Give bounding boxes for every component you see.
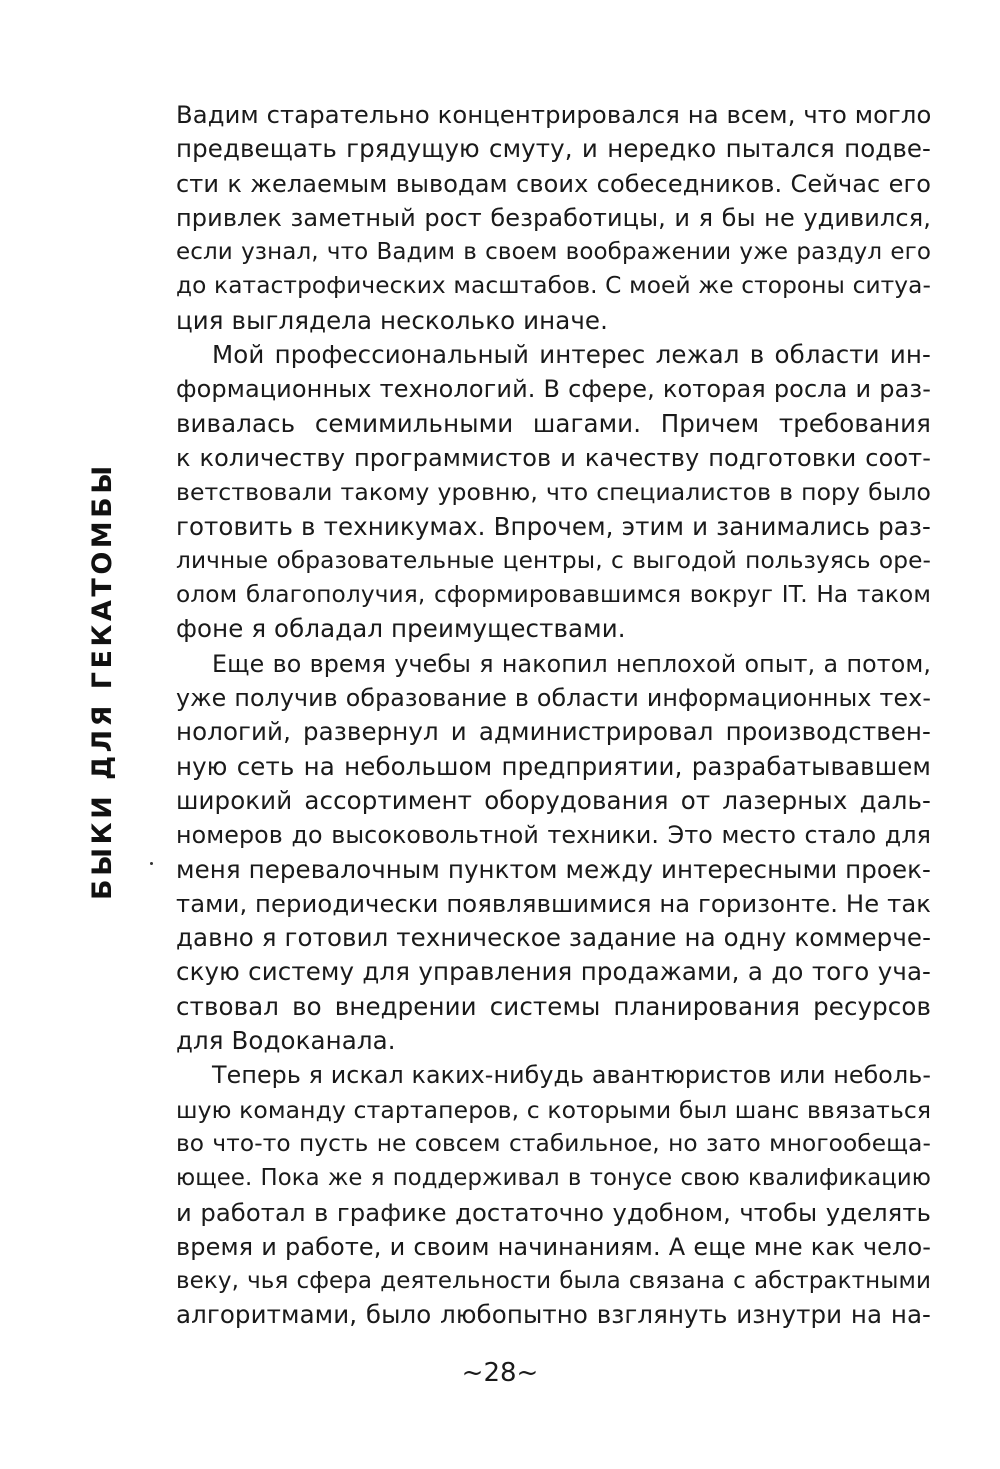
text-line: до катастрофических масштабов. С моей же стороны ситуа- [176,272,931,300]
text-line: Вадим старательно концентрировался на всем, что могло [176,100,932,129]
running-title: БЫКИ ДЛЯ ГЕКАТОМБЫ [87,462,118,900]
text-line: тами, периодически появлявшимися на горизонте. Не так [176,888,932,918]
text-line: и работал в графике достаточно удобном, чтобы уделять [176,1197,931,1227]
text-line: сти к желаемым выводам своих собеседников. Сейчас его [176,169,931,198]
text-line: меня перевалочным пунктом между интересными проек- [176,854,931,884]
text-line: Мой профессиональный интерес лежал в области ин- [212,340,931,370]
text-line: ющее. Пока же я поддерживал в тонусе свою квалификацию [176,1165,931,1192]
text-line: давно я готовил техническое задание на одну коммерче- [176,923,932,953]
text-line: ция выглядела несколько иначе. [176,305,608,335]
text-line: нологий, развернул и администрировал производствен- [176,717,931,747]
page-number: ~28~ [461,1358,539,1388]
text-line: привлек заметный рост безработицы, и я бы не удивился, [176,203,931,232]
body-text [176,98,931,1333]
text-line: ную сеть на небольшом предприятии, разрабатывавшем [176,751,931,781]
text-line: номеров до высоковольтной техники. Это место стало для [176,821,931,850]
text-line: формационных технологий. В сфере, которая росла и раз- [176,375,931,404]
text-line: широкий ассортимент оборудования от лазерных даль- [176,785,931,815]
text-line: алгоритмами, было любопытно взглянуть изнутри на на- [176,1300,931,1330]
text-line: фоне я обладал преимуществами. [176,614,626,644]
text-line: веку, чья сфера деятельности была связана с абстрактными [176,1268,931,1295]
text-line: ствовал во внедрении системы планирования ресурсов [176,991,931,1021]
margin-dot [150,862,153,865]
text-line: время и работе, и своим начинаниям. А еще мне как чело- [176,1232,931,1261]
text-line: для Водоканала. [176,1026,396,1056]
text-line: готовить в техникумах. Впрочем, этим и занимались раз- [176,511,931,541]
text-line: скую систему для управления продажами, а до того уча- [176,957,931,987]
text-line: уже получив образование в области информационных тех- [176,684,931,713]
text-line: если узнал, что Вадим в своем воображении уже раздул его [176,239,931,266]
text-line: предвещать грядущую смуту, и нередко пытался подве- [176,134,931,164]
text-line: ветствовали такому уровню, что специалистов в пору было [176,478,931,507]
text-line: шую команду стартаперов, с которыми был шанс ввязаться [176,1095,932,1124]
text-line: во что-то пусть не совсем стабильное, но зато многообеща- [176,1129,931,1157]
text-line: Еще во время учебы я накопил неплохой опыт, а потом, [212,649,931,678]
text-line: вивалась семимильными шагами. Причем требования [176,408,931,438]
text-line: Теперь я искал каких-нибудь авантюристов или неболь- [212,1061,931,1090]
text-line: к количеству программистов и качеству подготовки соот- [176,443,931,472]
text-line: олом благополучия, сформировавшимся вокруг IT. На таком [176,581,931,609]
text-line: личные образовательные центры, с выгодой пользуясь оре- [176,546,931,574]
